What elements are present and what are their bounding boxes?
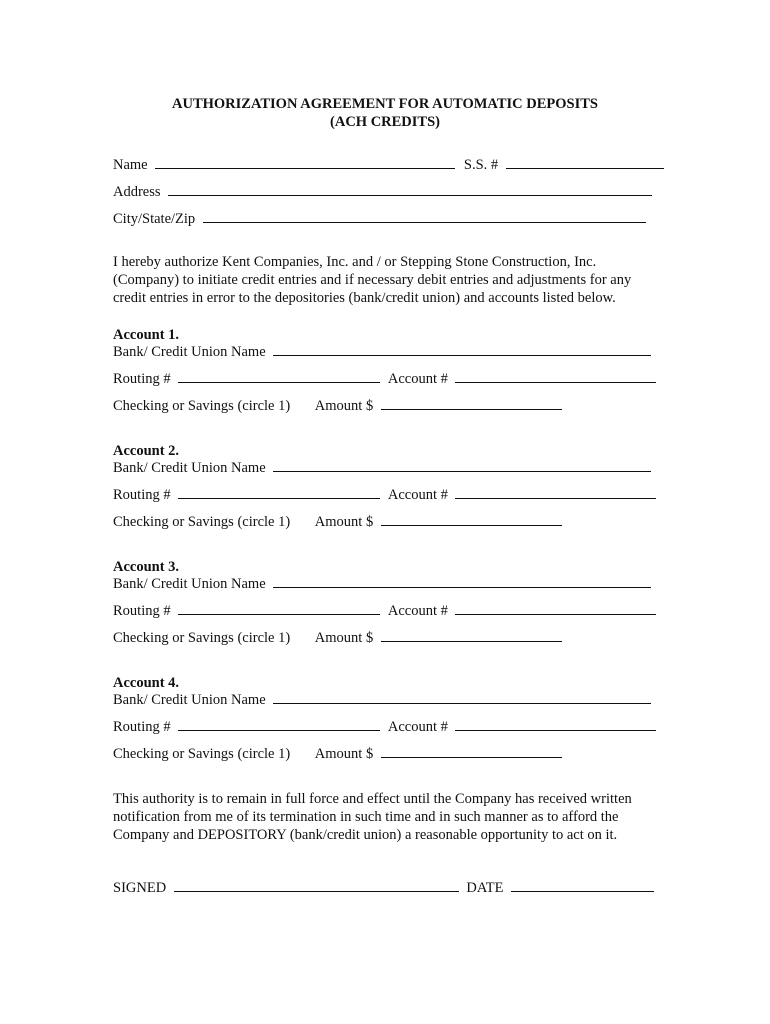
account-3-amount-field[interactable] [381,629,562,642]
account-2-amount-field[interactable] [381,513,562,526]
name-label: Name [113,157,148,173]
authorization-line-2: (Company) to initiate credit entries and if necessary debit entries and adjustments for any [113,272,632,288]
date-field[interactable] [511,879,654,892]
checking-savings-label[interactable]: Checking or Savings (circle 1) [113,746,291,762]
bank-label: Bank/ Credit Union Name [113,344,266,360]
address-field[interactable] [168,183,652,196]
account-2-number-field[interactable] [455,486,656,499]
account-2-bank-row [113,459,651,477]
account-2-routing-field[interactable] [178,486,380,499]
account-number-label: Account # [387,487,448,503]
account-3-routing-row [113,602,656,620]
checking-savings-label[interactable]: Checking or Savings (circle 1) [113,630,291,646]
account-2-heading: Account 2. [113,443,180,459]
account-2-routing-row [113,486,656,504]
ss-label: S.S. # [463,157,499,173]
date-label: DATE [466,880,504,896]
account-1-routing-field[interactable] [178,370,380,383]
account-4-amount-field[interactable] [381,745,562,758]
authorization-paragraph [113,253,673,307]
checking-savings-label[interactable]: Checking or Savings (circle 1) [113,398,291,414]
account-4-routing-field[interactable] [178,718,380,731]
account-4-bank-field[interactable] [273,691,651,704]
account-3-number-field[interactable] [455,602,656,615]
authority-line-1: This authority is to remain in full force and effect until the Company has received written [113,791,632,807]
routing-label: Routing # [113,487,171,503]
account-4-routing-row [113,718,656,736]
address-label: Address [113,184,161,200]
name-row [113,156,664,174]
city-state-zip-row [113,210,646,228]
ss-field[interactable] [506,156,664,169]
amount-label: Amount $ [314,630,374,646]
account-1-type-row [113,397,562,415]
address-row [113,183,652,201]
account-2-type-row [113,513,562,531]
account-4-type-row [113,745,562,763]
name-field[interactable] [155,156,455,169]
document-title: AUTHORIZATION AGREEMENT FOR AUTOMATIC DEPOSITS [172,96,598,112]
signed-label: SIGNED [113,880,167,896]
account-2-bank-field[interactable] [273,459,651,472]
authorization-line-3: credit entries in error to the depositories (bank/credit union) and accounts listed below. [113,290,616,306]
account-1-bank-row [113,343,651,361]
bank-label: Bank/ Credit Union Name [113,460,266,476]
authority-line-2: notification from me of its termination in such time and in such manner as to afford the [113,809,619,825]
amount-label: Amount $ [314,398,374,414]
account-4-bank-row [113,691,651,709]
account-4-number-field[interactable] [455,718,656,731]
checking-savings-label[interactable]: Checking or Savings (circle 1) [113,514,291,530]
document-subtitle: (ACH CREDITS) [330,114,440,130]
amount-label: Amount $ [314,746,374,762]
account-3-routing-field[interactable] [178,602,380,615]
account-3-bank-row [113,575,651,593]
amount-label: Amount $ [314,514,374,530]
account-3-type-row [113,629,562,647]
account-1-bank-field[interactable] [273,343,651,356]
routing-label: Routing # [113,719,171,735]
signature-row [113,879,654,897]
account-1-routing-row [113,370,656,388]
authority-line-3: Company and DEPOSITORY (bank/credit union) a reasonable opportunity to act on it. [113,827,618,843]
account-number-label: Account # [387,603,448,619]
account-1-number-field[interactable] [455,370,656,383]
account-number-label: Account # [387,719,448,735]
routing-label: Routing # [113,371,171,387]
bank-label: Bank/ Credit Union Name [113,576,266,592]
authorization-line-1: I hereby authorize Kent Companies, Inc. and / or Stepping Stone Construction, Inc. [113,254,597,270]
city-state-zip-label: City/State/Zip [113,211,196,227]
account-3-bank-field[interactable] [273,575,651,588]
account-1-heading: Account 1. [113,327,180,343]
authority-paragraph [113,790,673,844]
city-state-zip-field[interactable] [203,210,646,223]
account-number-label: Account # [387,371,448,387]
account-3-heading: Account 3. [113,559,180,575]
signature-field[interactable] [174,879,459,892]
account-1-amount-field[interactable] [381,397,562,410]
routing-label: Routing # [113,603,171,619]
bank-label: Bank/ Credit Union Name [113,692,266,708]
account-4-heading: Account 4. [113,675,180,691]
